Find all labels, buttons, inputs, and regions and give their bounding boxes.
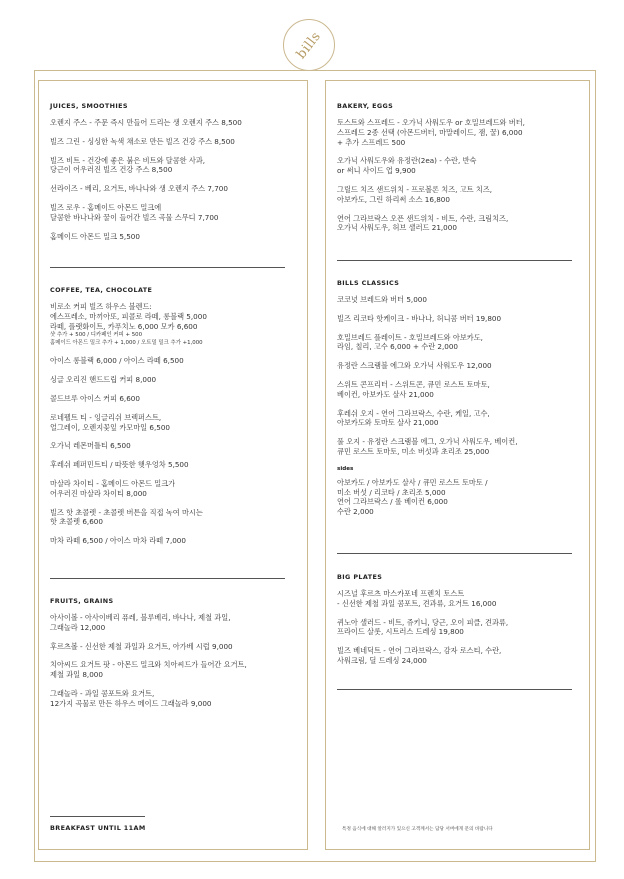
allergy-note: 특정 음식에 대해 알러지가 있으신 고객께서는 담당 서버에게 문의 바랍니다 (342, 827, 493, 832)
section-coffee (50, 286, 296, 555)
left-column (38, 80, 308, 850)
menu-item: 로네펠트 티 - 잉글리쉬 브렉퍼스트, 얼그레이, 오렌지꽃잎 카모마일 6,500 (50, 412, 170, 432)
menu-item: 홈메이드 아몬드 밀크 5,500 (50, 231, 140, 241)
section-fruits (50, 597, 296, 718)
menu-item: 후레쉬 페퍼민트티 / 따뜻한 햇우엉차 5,500 (50, 460, 189, 470)
menu-item: 빌즈 로우 - 홈메이드 아몬드 밀크에 달콤한 바나나와 꿀이 들어간 빌즈 곡물 스무디 7,700 (50, 202, 219, 222)
menu-item: 연어 그라브락스 오픈 샌드위치 - 비트, 수란, 크림치즈, 오가닉 사워도우, 허브 샐러드 21,000 (337, 213, 509, 233)
menu-item: 마살라 차이티 - 홈메이드 아몬드 밀크가 어우러진 마살라 차이티 8,000 (50, 478, 176, 498)
section-title: BIG PLATES (337, 573, 383, 581)
menu-item: 빌즈 베네딕트 - 연어 그라브락스, 감자 로스티, 수란, 사워크림, 딜 드레싱 24,000 (337, 646, 502, 665)
menu-item: 그릴드 치즈 샌드위치 - 프로볼론 치즈, 고트 치즈, 아보카도, 그린 하리써 소스 16,800 (337, 184, 493, 204)
section-big-plates (337, 573, 578, 675)
section-title: BAKERY, EGGS (337, 102, 394, 110)
menu-item: 퀴노아 샐러드 - 비트, 쥬키니, 당근, 오이 피클, 견과류, 프라이드 살롯, 시트러스 드레싱 19,800 (337, 617, 509, 637)
menu-item: 그래놀라 - 과일 콤포트와 요거트, 12가지 곡물로 만든 하우스 메이드 그래놀라 9,000 (50, 688, 212, 708)
menu-item: 후르츠볼 - 신선한 제철 과일과 요거트, 아가베 시럽 9,000 (50, 641, 233, 651)
section-title: FRUITS, GRAINS (50, 597, 114, 605)
menu-item: 스위트 콘프리터 - 스위트콘, 큐민 로스트 토마토, 베이컨, 아보카도 살사 21,000 (337, 379, 490, 399)
section-title: JUICES, SMOOTHIES (50, 102, 128, 110)
menu-item: 빌즈 그린 - 싱싱한 녹색 채소로 만든 빌즈 건강 주스 8,500 (50, 136, 235, 146)
bills-logo (283, 19, 335, 71)
section-juices (50, 102, 296, 250)
menu-item: 후레쉬 오지 - 연어 그라브락스, 수란, 케일, 고수, 아보카도와 토마토 살사 21,000 (337, 408, 490, 428)
logo-text: bills (293, 28, 325, 62)
menu-item: 아사이볼 - 아사이베리 퓨레, 블루베리, 바나나, 제철 과일, 그래놀라 12,000 (50, 613, 231, 632)
menu-item-note: 샷 추가 + 500 / 디카페인 커피 + 500 (50, 332, 143, 339)
section-divider (337, 689, 572, 690)
menu-item: 오가닉 사워도우와 유정란(2ea) - 수란, 반숙 or 써니 사이드 업 9,900 (337, 156, 477, 176)
section-title: BILLS CLASSICS (337, 279, 400, 287)
menu-item: 오렌지 주스 - 주문 즉시 만들어 드리는 생 오렌지 주스 8,500 (50, 118, 242, 127)
menu-item: 빌즈 비트 - 건강에 좋은 붉은 비트와 달콤한 사과, 당근이 어우러진 빌즈 건강 주스 8,500 (50, 155, 206, 175)
section-divider (337, 553, 572, 554)
side-item: 아보카도 / 아보카도 살사 / 큐민 로스트 토마토 / (337, 477, 488, 487)
menu-item: 싱글 오리진 핸드드립 커피 8,000 (50, 375, 157, 385)
menu-item: 호밀브레드 플레이트 - 호밀브레드와 아보카도, 라임, 칠리, 고수 6,000 + 수란 2,000 (337, 332, 483, 352)
menu-item: 라떼, 플랫화이트, 카푸치노 6,000 모카 6,600 (50, 321, 198, 331)
menu-item-note: 홈메이드 아몬드 밀크 추가 + 1,000 / 오트밀 밀크 추가 +1,000 (50, 340, 203, 347)
menu-item: 아이스 롱블랙 6,000 / 아이스 라떼 6,500 (50, 356, 184, 366)
section-divider (337, 260, 572, 261)
menu-item: 유정란 스크램블 에그와 오가닉 사워도우 12,000 (337, 361, 492, 371)
menu-item: 비로소 커피 빌즈 하우스 블렌드: (50, 302, 152, 311)
menu-item: 풀 오지 - 유정란 스크램블 에그, 오가닉 사워도우, 베이컨, 큐민 로스트 토마토, 미소 버섯과 초리조 25,000 (337, 437, 518, 456)
menu-item: 빌즈 리코타 핫케이크 - 바나나, 허니콤 버터 19,800 (337, 313, 502, 323)
section-divider (50, 267, 285, 268)
menu-item: 시즈널 후르츠 마스카포네 프렌치 토스트 - 신선한 제철 과일 콤포트, 견과류, 요거트 16,000 (337, 589, 497, 608)
side-item: 수란 2,000 (337, 507, 374, 517)
menu-item: 콜드브루 아이스 커피 6,600 (50, 393, 140, 403)
menu-item: 에스프레소, 마끼아또, 피콜로 라떼, 롱블랙 5,000 (50, 311, 207, 321)
menu-item: 코코넛 브레드와 버터 5,000 (337, 295, 427, 304)
menu-item: 오가닉 레몬머틀티 6,500 (50, 441, 131, 451)
menu-item: 토스트와 스프레드 - 오가닉 사워도우 or 호밀브레드와 버터, 스프레드 2종 선택 (아몬드버터, 마말레이드, 잼, 꿀) 6,000 + 추가 스프레드 500 (337, 118, 525, 147)
section-title: COFFEE, TEA, CHOCOLATE (50, 286, 153, 294)
breakfast-hours: BREAKFAST UNTIL 11AM (50, 824, 146, 832)
section-classics (337, 279, 578, 526)
menu-item: 선라이즈 - 베리, 요거트, 바나나와 생 오렌지 주스 7,700 (50, 184, 228, 194)
sides-label: sides (337, 465, 354, 472)
section-bakery (337, 102, 578, 242)
section-divider (50, 578, 285, 579)
menu-item: 마차 라떼 6,500 / 아이스 마차 라떼 7,000 (50, 536, 186, 546)
side-item: 연어 그라브락스 / 롤 베이컨 6,000 (337, 497, 448, 507)
footer-divider (50, 816, 145, 817)
menu-item: 빌즈 핫 초콜렛 - 초콜렛 버튼을 직접 녹여 마시는 핫 초콜렛 6,600 (50, 507, 203, 527)
side-item: 미소 버섯 / 리코타 / 초리조 5,000 (337, 487, 446, 497)
menu-item: 치아씨드 요거트 팟 - 아몬드 밀크와 치아씨드가 들어간 요거트, 제철 과일 8,000 (50, 660, 247, 680)
right-column (325, 80, 590, 850)
